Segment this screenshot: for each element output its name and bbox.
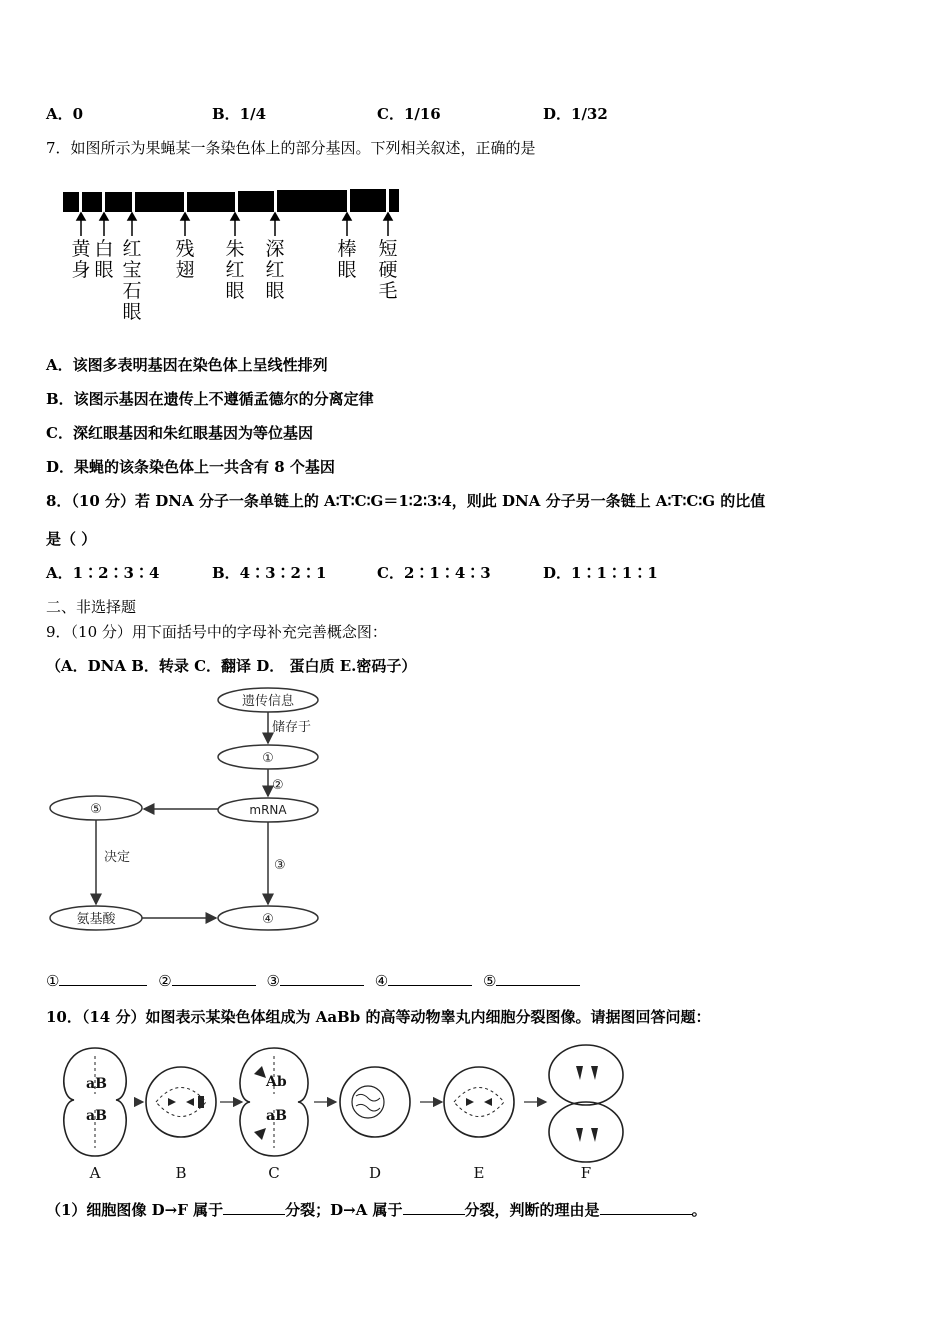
q10-stem: 10．（14 分）如图表示某染色体组成为 AaBb 的高等动物睾丸内细胞分裂图像。请据图回答问题： [46,1008,711,1026]
diagram-label-3: ③ [274,858,286,873]
q6-option-d: D．1/32 [543,105,608,123]
blank-label-2: ② [158,972,172,990]
gene-label-white-eye: 白眼 [94,238,114,281]
cell-label-a: A [89,1164,101,1182]
q6-option-c: C．1/16 [377,105,441,123]
chromosome-segment [389,189,399,212]
blank-label-4: ④ [374,972,389,990]
chromosome-segment [277,190,347,212]
answer-blank-5[interactable] [496,971,580,986]
blank-label-5: ⑤ [482,972,497,990]
gene-label-yellow-body: 黄身 [71,238,91,281]
cell-label-f: F [580,1164,592,1182]
q8-option-b: B．4∶3∶2∶1 [212,564,327,582]
gene-label-carmine-eye: 深红眼 [265,238,285,302]
q8-option-a: A．1∶2∶3∶4 [46,564,160,582]
q10-sub1 [46,1199,707,1220]
q10-sub1-part2: 分裂；D→A 属于 [285,1201,403,1219]
arrow-icon [271,213,279,220]
q6-option-a: A．0 [46,105,84,123]
arrow-icon [343,213,351,220]
answer-blank-3[interactable] [280,971,364,986]
chromosome-segment [82,192,102,212]
q7-option-b: B．该图示基因在遗传上不遵循孟德尔的分离定律 [46,390,374,408]
answer-blank-division-type-1[interactable] [223,1200,285,1215]
diagram-label-amino-acid: 氨基酸 [76,912,116,927]
arrow-icon [231,213,239,220]
arrow-icon [100,213,108,220]
blank-label-3: ③ [266,972,280,990]
cell-label-e: E [473,1164,485,1182]
arrow-icon [128,213,136,220]
gene-label-bar-eye: 棒眼 [337,238,357,281]
q8-stem: 8．（10 分）若 DNA 分子一条单链上的 A∶T∶C∶G＝1∶2∶3∶4，则此 DNA 分子另一条链上 A∶T∶C∶G 的比值 [46,492,766,510]
cell-label-d: D [368,1164,382,1182]
q9-choices: （A．DNA B．转录 C．翻译 D． 蛋白质 E.密码子） [46,657,417,675]
diagram-label-4: ④ [262,912,274,927]
q7-stem: 7．如图所示为果蝇某一条染色体上的部分基因。下列相关叙述，正确的是 [46,139,536,157]
answer-blank-reason[interactable] [600,1200,692,1215]
cell-f-bottom [549,1102,623,1162]
chromosome-segment [350,189,386,212]
cell-f-top [549,1045,623,1105]
cell-c-upper-genes: Ab [266,1074,287,1090]
arrow-icon [77,213,85,220]
cell-d [340,1067,410,1137]
diagram-label-1: ① [262,751,274,766]
diagram-label-genetic-info: 遗传信息 [241,694,295,709]
cell-c-lower-genes: aB [266,1108,287,1124]
answer-blank-division-type-2[interactable] [403,1200,465,1215]
gene-label-vermilion-eye: 朱红眼 [225,238,245,302]
q7-option-d: D．果蝇的该条染色体上一共含有 8 个基因 [46,458,335,476]
diagram-label-stored-in: 储存于 [272,720,312,735]
blank-label-1: ① [46,972,60,990]
chromosome-segment [63,192,79,212]
concept-diagram [46,683,336,935]
q10-sub1-end: 。 [691,1201,707,1219]
answer-blank-1[interactable] [59,971,147,986]
q7-option-c: C．深红眼基因和朱红眼基因为等位基因 [46,424,313,442]
answer-blank-4[interactable] [388,971,472,986]
diagram-label-mrna: mRNA [249,803,287,817]
chromosome-segment [135,192,184,212]
gene-label-vestigial-wing: 残翅 [175,238,195,281]
q6-option-b: B．1/4 [212,105,267,123]
q10-sub1-part1: （1）细胞图像 D→F 属于 [46,1201,224,1219]
q9-stem: 9．（10 分）用下面括号中的字母补充完善概念图： [46,623,387,641]
q10-sub1-part3: 分裂，判断的理由是 [464,1201,600,1219]
gene-label-short-bristle: 短硬毛 [378,238,398,302]
gene-label-ruby-eye: 红宝石眼 [122,238,142,323]
section-heading: 二、非选择题 [46,598,137,616]
chromosome-segment [187,192,235,212]
arrow-icon [181,213,189,220]
diagram-label-determines: 决定 [104,850,131,865]
arrow-icon [384,213,392,220]
q9-answer-blanks [46,971,580,990]
chromosome-gene-map [55,180,415,330]
cell-a-upper-genes: aB [86,1076,107,1092]
q8-option-d: D．1∶1∶1∶1 [543,564,658,582]
cell-label-c: C [268,1164,280,1182]
diagram-label-2: ② [272,778,284,793]
chromosome-segment [105,192,132,212]
cell-label-b: B [175,1164,187,1182]
cell-a-lower-genes: aB [86,1108,107,1124]
cell-division-figure [46,1038,636,1188]
q7-option-a: A．该图多表明基因在染色体上呈线性排列 [46,356,328,374]
chromosome-segment [238,191,274,212]
diagram-label-5: ⑤ [90,802,102,817]
q8-stem-end: 是（ ） [46,530,97,548]
q8-option-c: C．2∶1∶4∶3 [377,564,491,582]
answer-blank-2[interactable] [172,971,256,986]
